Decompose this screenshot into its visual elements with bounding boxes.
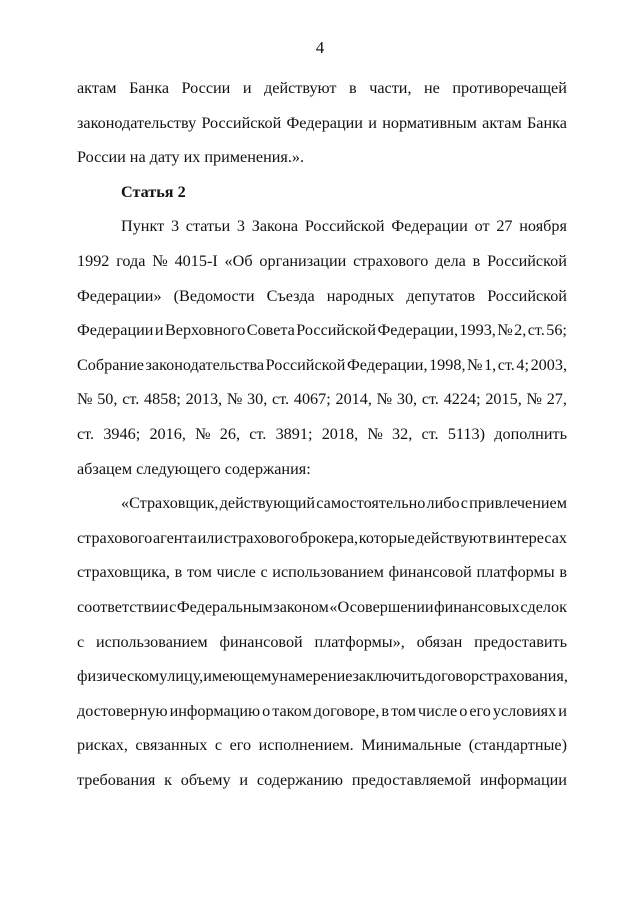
word: в <box>488 528 497 547</box>
word: в <box>559 563 567 582</box>
word: 4; <box>516 355 530 374</box>
word: брокера, <box>299 528 359 547</box>
document-body <box>77 71 567 797</box>
text-line <box>77 348 567 383</box>
word: 1998, <box>429 355 466 374</box>
word: «Об <box>224 251 253 270</box>
word: интересах <box>497 528 567 547</box>
word: физическому <box>77 667 168 686</box>
word: Федерации <box>77 321 154 340</box>
word: актам <box>77 79 117 97</box>
word: Закона <box>251 217 299 236</box>
word: Федеральным <box>176 597 273 616</box>
word: № <box>497 321 513 340</box>
word: 2003, <box>530 355 567 374</box>
word: № <box>152 251 168 270</box>
word: дополнить <box>494 424 567 443</box>
word: финансовой <box>388 563 472 582</box>
text-line <box>77 521 567 556</box>
word: рисках, <box>77 736 128 755</box>
word: и <box>242 79 252 97</box>
word: № <box>195 424 211 443</box>
word: его <box>469 701 491 720</box>
word: актам <box>482 113 522 132</box>
word: предоставить <box>474 632 567 651</box>
word: на <box>129 148 146 167</box>
word: и <box>154 321 164 340</box>
word: содержания: <box>224 459 311 478</box>
word: информацию <box>169 701 261 720</box>
word: статьи <box>185 217 231 236</box>
word: заключить <box>352 667 425 686</box>
word: 5113) <box>447 424 485 443</box>
word: депутатов <box>406 286 476 305</box>
word: его <box>229 736 252 755</box>
word: 2, <box>514 321 527 340</box>
word: в <box>174 563 183 582</box>
word: исполнением. <box>258 736 354 755</box>
word: ст. <box>272 390 290 409</box>
word: Банка <box>129 79 170 97</box>
word: Федерации, <box>347 355 428 374</box>
text-line <box>77 486 567 521</box>
word: страхового <box>353 251 429 270</box>
text-line <box>77 382 567 417</box>
word: народных <box>326 286 395 305</box>
word: привлечением <box>469 494 567 513</box>
word: применения.». <box>204 148 305 167</box>
text-line <box>77 209 567 244</box>
word: 56; <box>546 321 567 340</box>
word: 32, <box>392 424 413 443</box>
word: таком <box>272 701 312 720</box>
word: договоре, <box>313 701 380 720</box>
word: 2013, <box>185 390 223 409</box>
word: 27 <box>496 217 513 236</box>
word: Федерации, <box>377 321 458 340</box>
text-line <box>77 106 567 141</box>
text-line <box>77 279 567 314</box>
word: части, <box>369 79 412 97</box>
word: использованием <box>272 563 384 582</box>
text-line <box>77 728 567 763</box>
word: 27, <box>546 390 567 409</box>
word: Российской <box>487 286 567 305</box>
quoted-paragraph <box>77 486 567 797</box>
word: агента <box>152 528 197 547</box>
word: в <box>472 251 481 270</box>
word: либо <box>426 494 460 513</box>
word: 1, <box>484 355 497 374</box>
word: № <box>467 355 483 374</box>
word: 3 <box>236 217 245 236</box>
word: Федерации <box>286 113 363 132</box>
word: с <box>169 597 177 616</box>
word: достоверную <box>77 701 168 720</box>
article-heading: Статья 2 <box>121 182 186 201</box>
text-line <box>77 625 567 660</box>
word: России <box>181 79 231 97</box>
word: соответствии <box>77 597 169 616</box>
word: России <box>77 148 126 167</box>
word: 26, <box>219 424 241 443</box>
word: платформы», <box>314 632 405 651</box>
word: № <box>226 390 243 409</box>
word: № <box>77 390 93 409</box>
word: законом <box>273 597 329 616</box>
word: «О <box>329 597 350 616</box>
word: содержанию <box>256 770 344 789</box>
word: 50, <box>97 390 118 409</box>
word: дела <box>435 251 466 270</box>
word: 2015, <box>485 390 522 409</box>
text-line <box>77 659 567 694</box>
word: от <box>474 217 490 236</box>
text-line <box>77 140 567 175</box>
word: и <box>558 701 567 720</box>
word: намерение <box>279 667 353 686</box>
word: Российской <box>304 217 385 236</box>
word: в <box>381 701 390 720</box>
word: о <box>459 701 468 720</box>
word: 4015-I <box>174 251 218 270</box>
word: страхования, <box>479 667 568 686</box>
word: Съезда <box>266 286 315 305</box>
word: о <box>262 701 271 720</box>
text-line <box>77 417 567 452</box>
word: Собрание <box>77 355 144 374</box>
word: договор <box>424 667 480 686</box>
word: 3891; <box>275 424 313 443</box>
word: Российской <box>201 113 282 132</box>
word: нормативным <box>382 113 477 132</box>
word: следующего <box>136 459 221 478</box>
text-line <box>77 71 567 106</box>
word: использованием <box>96 632 208 651</box>
word: дату <box>149 148 180 167</box>
word: 30, <box>247 390 268 409</box>
word: страхового <box>77 528 153 547</box>
word: № <box>376 390 393 409</box>
text-line <box>77 555 567 590</box>
word: Российской <box>487 251 567 270</box>
word: Федерации» <box>77 286 162 305</box>
word: Верховного <box>164 321 246 340</box>
word: самостоятельно <box>316 494 426 513</box>
word: 1993, <box>459 321 496 340</box>
word: в <box>349 79 357 97</box>
text-line <box>77 590 567 625</box>
word: требования <box>77 770 156 789</box>
word: Минимальные <box>361 736 462 755</box>
word: Российской <box>265 355 346 374</box>
word: 30, <box>396 390 418 409</box>
word: 2018, <box>321 424 359 443</box>
text-line <box>77 763 567 798</box>
word: ст. <box>122 390 140 409</box>
word: Банка <box>526 113 567 132</box>
word: или <box>197 528 223 547</box>
word: 1992 <box>77 251 110 270</box>
word: финансовых <box>434 597 520 616</box>
word: Российской <box>296 321 377 340</box>
article-paragraph <box>77 209 567 486</box>
text-line <box>77 452 567 487</box>
word: условиях <box>492 701 557 720</box>
word: и <box>368 113 377 132</box>
word: 2016, <box>149 424 186 443</box>
word: с <box>260 563 268 582</box>
word: № <box>526 390 542 409</box>
word: которые <box>358 528 415 547</box>
word: года <box>116 251 146 270</box>
word: «Страховщик, <box>121 494 219 513</box>
word: Пункт <box>121 217 165 236</box>
text-line <box>77 313 567 348</box>
word: платформы <box>476 563 555 582</box>
word: 4858; <box>144 390 181 409</box>
word: обязан <box>416 632 463 651</box>
continuation-paragraph <box>77 71 567 175</box>
text-line <box>77 694 567 729</box>
word: законодательству <box>77 113 197 132</box>
word: с <box>214 736 223 755</box>
word: 4224; <box>443 390 481 409</box>
word: том <box>186 563 212 582</box>
word: 4067; <box>293 390 331 409</box>
word: предоставляемой <box>351 770 472 789</box>
word: действуют <box>415 528 488 547</box>
word: (стандартные) <box>468 736 567 755</box>
word: ст. <box>421 390 439 409</box>
word: к <box>164 770 172 789</box>
word: № <box>367 424 383 443</box>
word: сделок <box>520 597 567 616</box>
word: 3 <box>170 217 180 236</box>
word: Совета <box>246 321 295 340</box>
word: имеющему <box>203 667 280 686</box>
word: не <box>424 79 440 97</box>
word: числе <box>417 701 458 720</box>
word: 2014, <box>335 390 372 409</box>
word: числе <box>216 563 256 582</box>
word: с <box>77 632 85 651</box>
word: действующий <box>219 494 316 513</box>
word: связанных <box>135 736 208 755</box>
word: и <box>239 770 249 789</box>
word: ст. <box>527 321 545 340</box>
word: ст. <box>249 424 267 443</box>
word: Федерации <box>391 217 468 236</box>
word: информации <box>479 770 567 789</box>
word: ноября <box>519 217 567 236</box>
word: абзацем <box>77 459 133 478</box>
text-line <box>77 244 567 279</box>
word: ст. <box>421 424 439 443</box>
word: лицу, <box>167 667 204 686</box>
word: противоречащей <box>452 79 567 97</box>
word: 3946; <box>103 424 141 443</box>
word: (Ведомости <box>173 286 255 305</box>
page-number: 4 <box>315 38 325 57</box>
word: финансовой <box>219 632 303 651</box>
word: законодательства <box>145 355 265 374</box>
word: действуют <box>264 79 337 97</box>
word: страховщика, <box>77 563 170 582</box>
word: том <box>391 701 416 720</box>
word: ст. <box>497 355 515 374</box>
word: их <box>183 148 201 167</box>
word: страхового <box>223 528 299 547</box>
word: организации <box>259 251 347 270</box>
word: объему <box>180 770 231 789</box>
word: с <box>460 494 468 513</box>
word: ст. <box>77 424 95 443</box>
word: совершении <box>349 597 434 616</box>
